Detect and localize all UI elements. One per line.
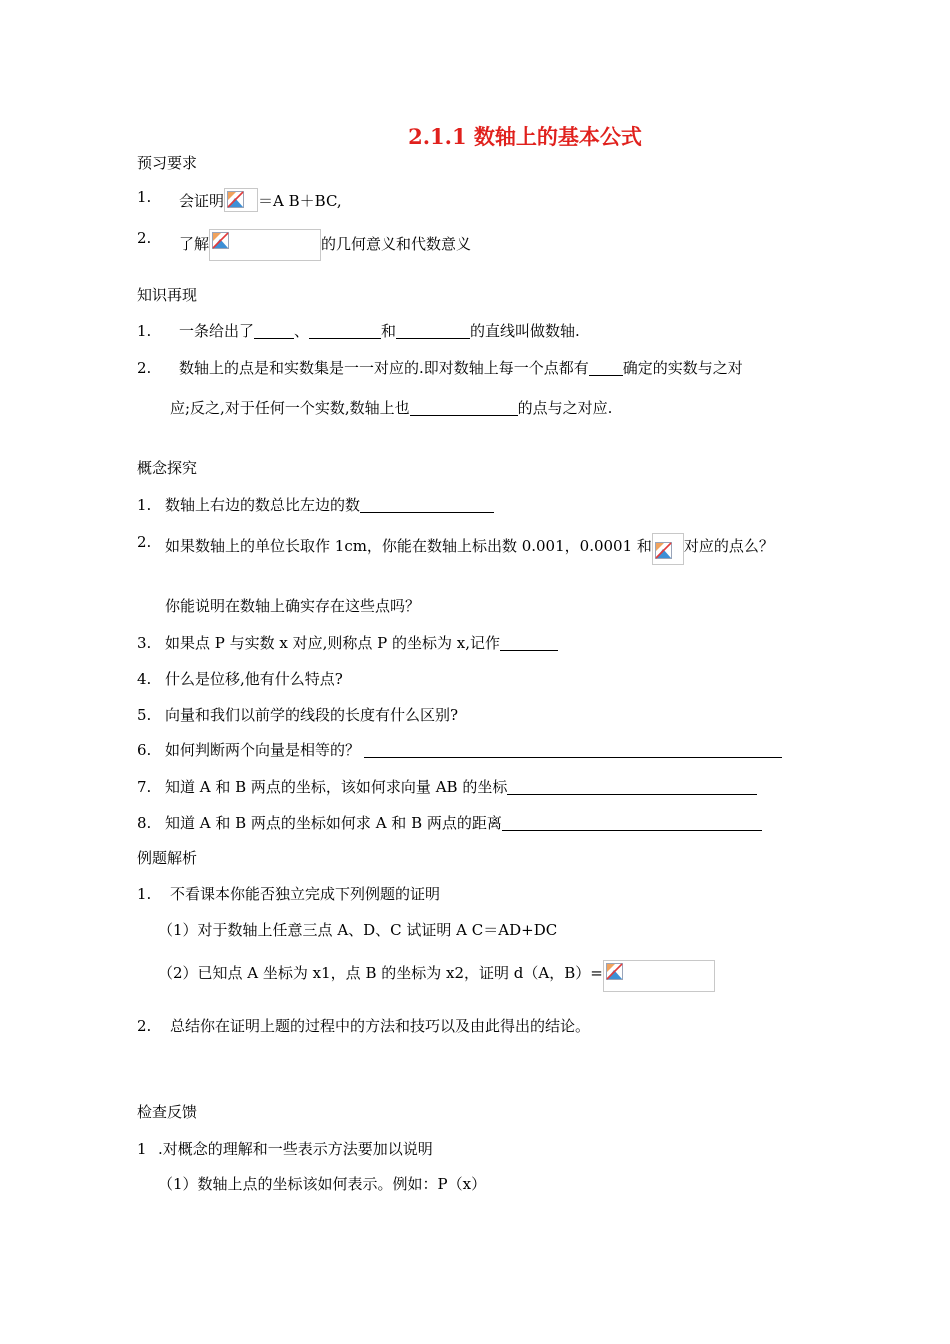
- s3-item8-number: 8.: [137, 814, 152, 832]
- broken-image-icon: [652, 533, 684, 565]
- s2-item2-line2-text-a: 应;反之,对于任何一个实数,数轴上也: [170, 399, 410, 417]
- blank-line: [502, 815, 762, 831]
- s2-item2-line2-text-b: 的点与之对应.: [517, 399, 613, 417]
- s1-item1-text-b: ＝A B＋BC,: [258, 192, 342, 210]
- s3-item3: [165, 634, 558, 652]
- s3-item5-number: 5.: [137, 706, 152, 724]
- s1-item1-text-a: 会证明: [179, 192, 225, 210]
- s1-item2-text-b: 的几何意义和代数意义: [321, 235, 472, 253]
- s3-item1: [165, 496, 494, 514]
- s3-item7: [165, 778, 757, 796]
- s3-item2: [165, 533, 774, 565]
- broken-image-icon-glyph: [655, 542, 672, 559]
- s3-item2-text-a: 如果数轴上的单位长取作 1cm，你能在数轴上标出数 0.001，0.0001 和: [165, 537, 652, 555]
- s3-item7-number: 7.: [137, 778, 152, 796]
- s4-item2-text: 总结你在证明上题的过程中的方法和技巧以及由此得出的结论。: [170, 1017, 591, 1035]
- blank-line: [309, 323, 381, 339]
- broken-image-icon: [224, 188, 258, 212]
- blank-line: [589, 360, 623, 376]
- blank-line: [507, 779, 757, 795]
- s4-sub2: [158, 960, 715, 992]
- s2-item1-text-d: 的直线叫做数轴.: [470, 322, 580, 340]
- section-heading-review: 知识再现: [137, 286, 198, 304]
- s1-item1: [179, 188, 342, 212]
- s1-item1-number: 1.: [137, 188, 152, 206]
- s5-sub1-text: （1）数轴上点的坐标该如何表示。例如：P（x）: [158, 1175, 487, 1193]
- s2-item1-text-a: 一条给出了: [179, 322, 255, 340]
- broken-image-icon-glyph: [227, 191, 244, 208]
- section-heading-concepts: 概念探究: [137, 459, 198, 477]
- s3-item2-number: 2.: [137, 533, 152, 551]
- s1-item2-number: 2.: [137, 229, 152, 247]
- s3-item2-line2: 你能说明在数轴上确实存在这些点吗？: [165, 597, 421, 615]
- s2-item2-text-a: 数轴上的点是和实数集是一一对应的.即对数轴上每一个点都有: [179, 359, 589, 377]
- s4-item2-number: 2.: [137, 1017, 152, 1035]
- s1-item2-text-a: 了解: [179, 235, 210, 253]
- s4-sub2-text: （2）已知点 A 坐标为 x1，点 B 的坐标为 x2，证明 d（A，B）=: [158, 964, 603, 982]
- blank-line: [396, 323, 470, 339]
- s3-item6-text: 如何判断两个向量是相等的？: [165, 741, 361, 759]
- s3-item3-number: 3.: [137, 634, 152, 652]
- s3-item2-text-b: 对应的点么？: [683, 537, 774, 555]
- s5-item1-text: .对概念的理解和一些表示方法要加以说明: [158, 1140, 433, 1158]
- s3-item7-text: 知道 A 和 B 两点的坐标，该如何求向量 AB 的坐标: [165, 778, 508, 796]
- section-heading-preview: 预习要求: [137, 154, 198, 172]
- s4-sub1-text: （1）对于数轴上任意三点 A、D、C 试证明 A C＝AD+DC: [158, 921, 558, 939]
- s3-item3-text: 如果点 P 与实数 x 对应,则称点 P 的坐标为 x,记作: [165, 634, 501, 652]
- s3-item1-number: 1.: [137, 496, 152, 514]
- s2-item2: [179, 359, 743, 377]
- s3-item4-number: 4.: [137, 670, 152, 688]
- s2-item2-line2: [170, 399, 612, 417]
- blank-line: [364, 742, 782, 758]
- blank-line: [360, 497, 494, 513]
- section-heading-feedback: 检查反馈: [137, 1103, 198, 1121]
- s2-item1-number: 1.: [137, 322, 152, 340]
- s3-item6-number: 6.: [137, 741, 152, 759]
- s3-item5-text: 向量和我们以前学的线段的长度有什么区别?: [165, 706, 459, 724]
- s3-item4-text: 什么是位移,他有什么特点?: [165, 670, 343, 688]
- s2-item1-text-b: 、: [294, 322, 310, 340]
- s1-item2: [179, 229, 471, 261]
- s2-item2-text-b: 确定的实数与之对: [622, 359, 743, 377]
- s3-item8-text: 知道 A 和 B 两点的坐标如何求 A 和 B 两点的距离: [165, 814, 502, 832]
- s3-item6: [165, 741, 782, 759]
- blank-line: [410, 400, 518, 416]
- s2-item1-text-c: 和: [381, 322, 397, 340]
- s4-item1-number: 1.: [137, 885, 152, 903]
- broken-image-icon-glyph: [606, 963, 623, 980]
- blank-line: [254, 323, 294, 339]
- s3-item8: [165, 814, 762, 832]
- s3-item1-text: 数轴上右边的数总比左边的数: [165, 496, 361, 514]
- s2-item2-number: 2.: [137, 359, 152, 377]
- broken-image-icon: [209, 229, 321, 261]
- s2-item1: [179, 322, 580, 340]
- s5-item1-number: 1: [137, 1140, 147, 1158]
- broken-image-icon-glyph: [212, 232, 229, 249]
- page-title: 2.1.1 数轴上的基本公式: [408, 124, 642, 149]
- s4-item1-text: 不看课本你能否独立完成下列例题的证明: [170, 885, 441, 903]
- broken-image-icon: [603, 960, 715, 992]
- blank-line: [500, 635, 558, 651]
- section-heading-examples: 例题解析: [137, 849, 198, 867]
